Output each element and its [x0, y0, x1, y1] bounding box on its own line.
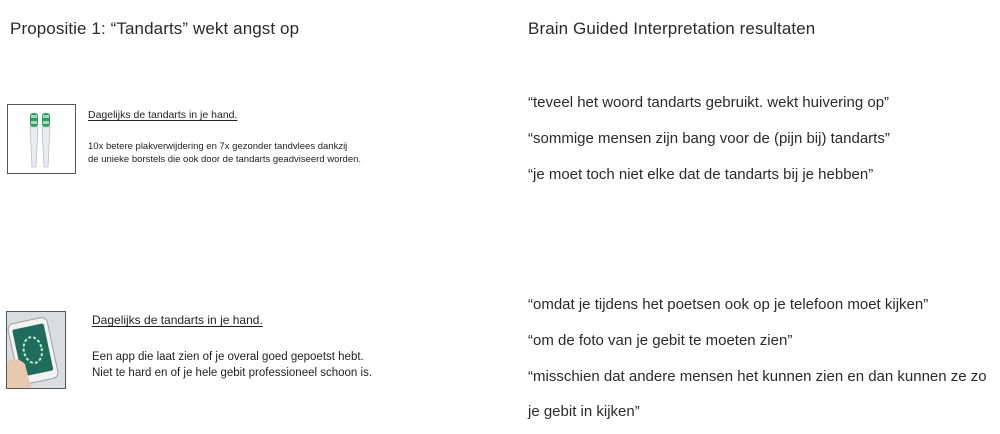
phone-app-icon	[6, 311, 66, 389]
right-heading: Brain Guided Interpretation resultaten	[528, 19, 816, 38]
left-heading: Propositie 1: “Tandarts” wekt angst op	[10, 19, 300, 38]
quote-4: “omdat je tijdens het poetsen ook op je telefoon moet kijken”	[528, 296, 929, 313]
ad-2-body	[92, 349, 372, 381]
ad-2-body-line: Een app die laat zien of je overal goed gepoetst hebt.	[92, 351, 364, 363]
quote-5: “om de foto van je gebit te moeten zien”	[528, 332, 793, 349]
ad-2-title: Dagelijks de tandarts in je hand.	[92, 313, 263, 327]
quote-6: “misschien dat andere mensen het kunnen zien en dan kunnen ze zo	[528, 368, 987, 385]
quote-2: “sommige mensen zijn bang voor de (pijn bij) tandarts”	[528, 130, 890, 147]
ad-1-body-line: 10x betere plakverwijdering en 7x gezonder tandvlees dankzij	[88, 141, 348, 152]
quote-7: je gebit in kijken”	[528, 403, 640, 420]
ad-1-title: Dagelijks de tandarts in je hand.	[88, 109, 238, 121]
quote-1: “teveel het woord tandarts gebruikt. wekt huivering op”	[528, 94, 890, 111]
ad-2-body-line: Niet te hard en of je hele gebit professioneel schoon is.	[92, 367, 373, 379]
quote-3: “je moet toch niet elke dat de tandarts bij je hebben”	[528, 166, 874, 183]
ad-1-body	[88, 140, 361, 166]
ad-1-body-line: de unieke borstels die ook door de tandarts geadviseerd worden.	[88, 154, 362, 165]
toothbrush-heads-icon	[7, 104, 76, 174]
